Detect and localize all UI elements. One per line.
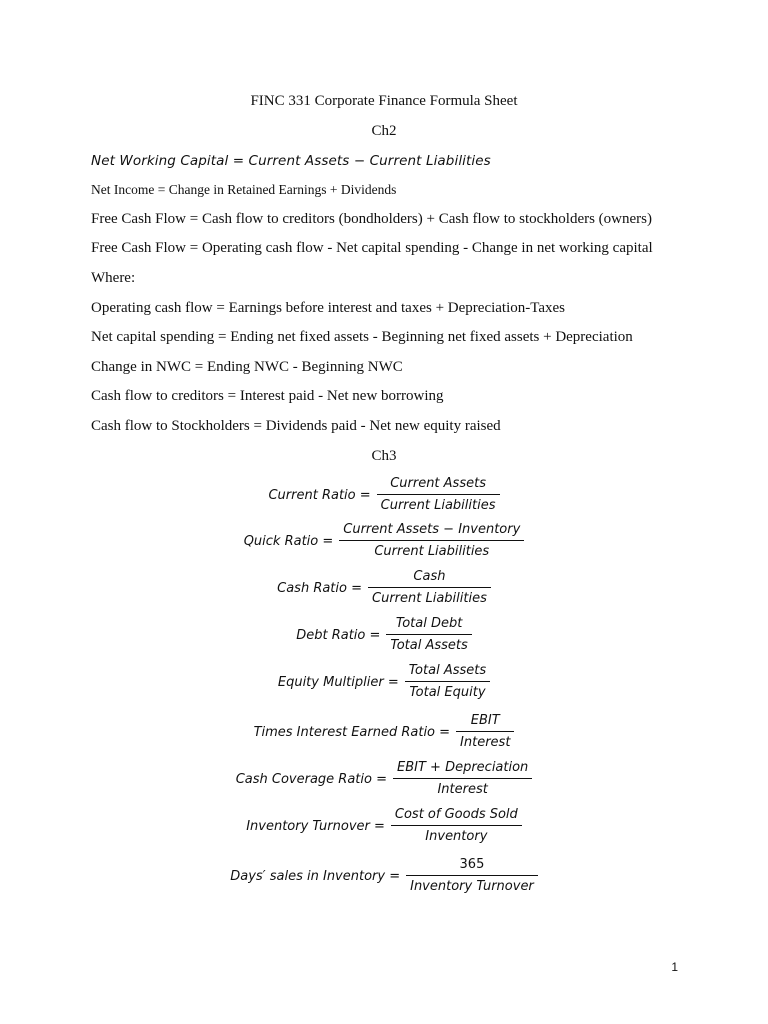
numerator: Current Assets − Inventory (343, 522, 521, 537)
formula-lhs: Cash Coverage Ratio = (235, 771, 387, 787)
formula-lhs: Current Ratio = (268, 487, 371, 503)
denominator: Inventory (425, 829, 488, 844)
denominator: Interest (460, 735, 511, 750)
net-capital-spending-line: Net capital spending = Ending net fixed assets - Beginning net fixed assets + Depreciation (91, 329, 633, 345)
fraction (405, 662, 490, 702)
fraction (386, 615, 471, 655)
denominator: Current Liabilities (372, 591, 487, 606)
fcf-line-2: Free Cash Flow = Operating cash flow - Net capital spending - Change in net working capital (91, 240, 653, 256)
formula-quick-ratio (0, 521, 768, 561)
denominator: Inventory Turnover (410, 879, 534, 894)
chapter-heading-ch2: Ch2 (371, 123, 397, 139)
fraction (391, 806, 522, 846)
formula-lhs: Inventory Turnover = (246, 818, 385, 834)
formula-debt-ratio (0, 615, 768, 655)
fraction (368, 568, 491, 608)
formula-inventory-turnover (0, 806, 768, 846)
denominator: Interest (437, 782, 488, 797)
fraction-bar (377, 494, 500, 495)
formula-lhs: Times Interest Earned Ratio = (253, 724, 451, 740)
denominator: Total Assets (390, 638, 468, 653)
chapter-heading-ch3: Ch3 (371, 448, 397, 464)
page-number: 1 (671, 960, 678, 974)
denominator: Current Liabilities (380, 498, 496, 513)
numerator: Cash (413, 569, 446, 584)
formula-lhs: Equity Multiplier = (277, 674, 399, 690)
fraction (393, 759, 532, 799)
formula-cash-coverage-ratio (0, 759, 768, 799)
fcf-line-1: Free Cash Flow = Cash flow to creditors (bondholders) + Cash flow to stockholders (owners) (91, 211, 652, 227)
formula-cash-ratio (0, 568, 768, 608)
fraction (456, 712, 514, 752)
fraction-bar (339, 540, 524, 541)
formula-lhs: Debt Ratio = (296, 627, 381, 643)
numerator: Total Assets (408, 663, 487, 678)
net-income-line: Net Income = Change in Retained Earnings + Dividends (91, 182, 397, 197)
formula-lhs: Cash Ratio = (277, 580, 362, 596)
change-in-nwc-line: Change in NWC = Ending NWC - Beginning NWC (91, 359, 403, 375)
formula-lhs: Quick Ratio = (243, 533, 334, 549)
fraction-bar (456, 731, 514, 732)
denominator: Current Liabilities (374, 544, 490, 559)
fraction-bar (393, 778, 532, 779)
fraction-bar (405, 681, 490, 682)
nwc-formula: Net Working Capital = Current Assets − Current Liabilities (91, 153, 491, 169)
numerator: Cost of Goods Sold (394, 807, 518, 822)
operating-cash-flow-line: Operating cash flow = Earnings before interest and taxes + Depreciation-Taxes (91, 300, 566, 316)
fraction (406, 856, 538, 896)
fraction-bar (391, 825, 522, 826)
fraction (339, 521, 524, 561)
numerator: Total Debt (395, 616, 463, 631)
fraction-bar (386, 634, 471, 635)
numerator: EBIT + Depreciation (397, 760, 529, 775)
formula-equity-multiplier (0, 662, 768, 702)
page-title: FINC 331 Corporate Finance Formula Sheet (250, 93, 518, 109)
formula-current-ratio (0, 475, 768, 515)
cash-flow-creditors-line: Cash flow to creditors = Interest paid - Net new borrowing (91, 388, 444, 404)
formula-days-sales-in-inventory (0, 856, 768, 896)
formula-times-interest-earned (0, 712, 768, 752)
numerator: 365 (459, 857, 485, 872)
fraction-bar (406, 875, 538, 876)
numerator: Current Assets (390, 476, 486, 491)
numerator: EBIT (470, 713, 500, 728)
fraction (377, 475, 500, 515)
where-label: Where: (91, 270, 136, 286)
formula-lhs: Days′ sales in Inventory = (230, 868, 401, 884)
cash-flow-stockholders-line: Cash flow to Stockholders = Dividends paid - Net new equity raised (91, 418, 501, 434)
denominator: Total Equity (409, 685, 486, 700)
fraction-bar (368, 587, 491, 588)
